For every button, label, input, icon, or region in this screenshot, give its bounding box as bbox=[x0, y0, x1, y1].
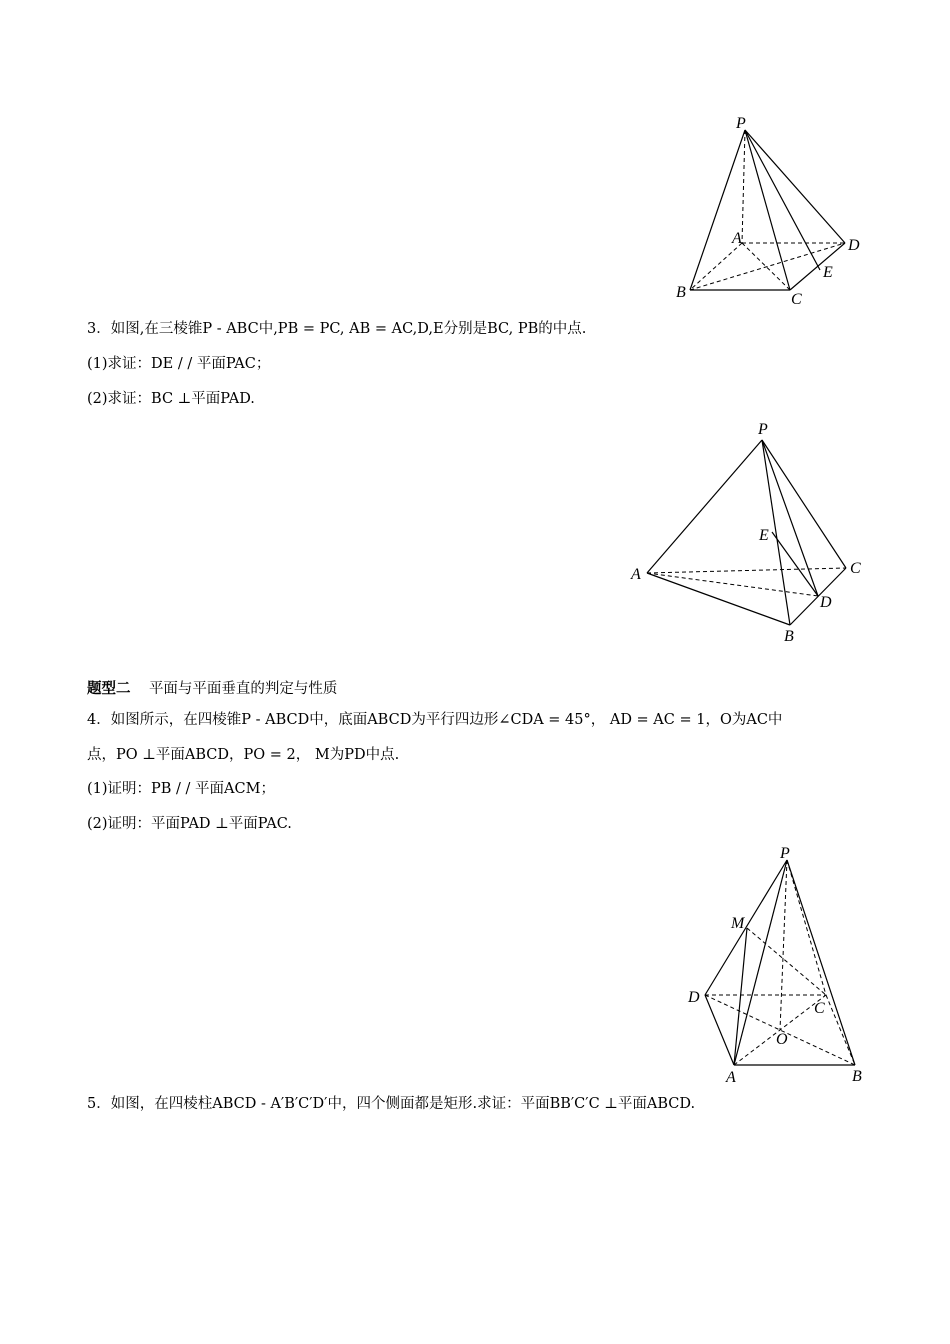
label-m: M bbox=[731, 915, 745, 932]
label-a: A bbox=[726, 1069, 736, 1086]
problem-4-question-1: (1)证明：PB / / 平面ACM； bbox=[87, 781, 275, 797]
label-d: D bbox=[820, 594, 832, 611]
figure-pyramid-with-m-o bbox=[680, 840, 880, 1094]
label-p: P bbox=[780, 845, 790, 862]
figure-tetrahedron-pabc bbox=[625, 418, 875, 652]
label-b: B bbox=[676, 284, 686, 301]
label-d: D bbox=[848, 237, 860, 254]
label-a: A bbox=[631, 566, 641, 583]
label-p: P bbox=[758, 421, 768, 438]
problem-4-stem-line-2: 点，PO ⊥平面ABCD，PO = 2， M为PD中点. bbox=[87, 747, 400, 763]
label-c: C bbox=[850, 560, 861, 577]
section-title: 平面与平面垂直的判定与性质 bbox=[148, 681, 338, 697]
problem-3-question-1: (1)求证：DE / / 平面PAC； bbox=[87, 356, 271, 372]
label-a: A bbox=[732, 230, 742, 247]
label-c: C bbox=[791, 291, 802, 308]
problem-5-stem: 5．如图，在四棱柱ABCD - A′B′C′D′中，四个侧面都是矩形.求证：平面BB′C′C ⊥平面ABCD. bbox=[87, 1096, 696, 1112]
label-d: D bbox=[688, 989, 700, 1006]
label-e: E bbox=[823, 264, 833, 281]
problem-4-question-2: (2)证明：平面PAD ⊥平面PAC. bbox=[87, 816, 292, 832]
label-e: E bbox=[759, 527, 769, 544]
section-label: 题型二 bbox=[87, 680, 131, 697]
label-b: B bbox=[852, 1068, 862, 1085]
problem-4-stem-line-1: 4．如图所示，在四棱锥P - ABCD中，底面ABCD为平行四边形∠CDA = 45°， AD = AC = 1，O为AC中 bbox=[87, 712, 783, 728]
label-o: O bbox=[776, 1031, 788, 1048]
section-heading bbox=[87, 679, 337, 699]
problem-3-question-2: (2)求证：BC ⊥平面PAD. bbox=[87, 391, 255, 407]
label-p: P bbox=[736, 115, 746, 132]
figure-pyramid-abcd bbox=[670, 110, 870, 314]
label-c: C bbox=[814, 1000, 825, 1017]
label-b: B bbox=[784, 628, 794, 645]
problem-3-stem: 3．如图,在三棱锥P - ABC中,PB = PC, AB = AC,D,E分别是BC, PB的中点. bbox=[87, 321, 587, 337]
